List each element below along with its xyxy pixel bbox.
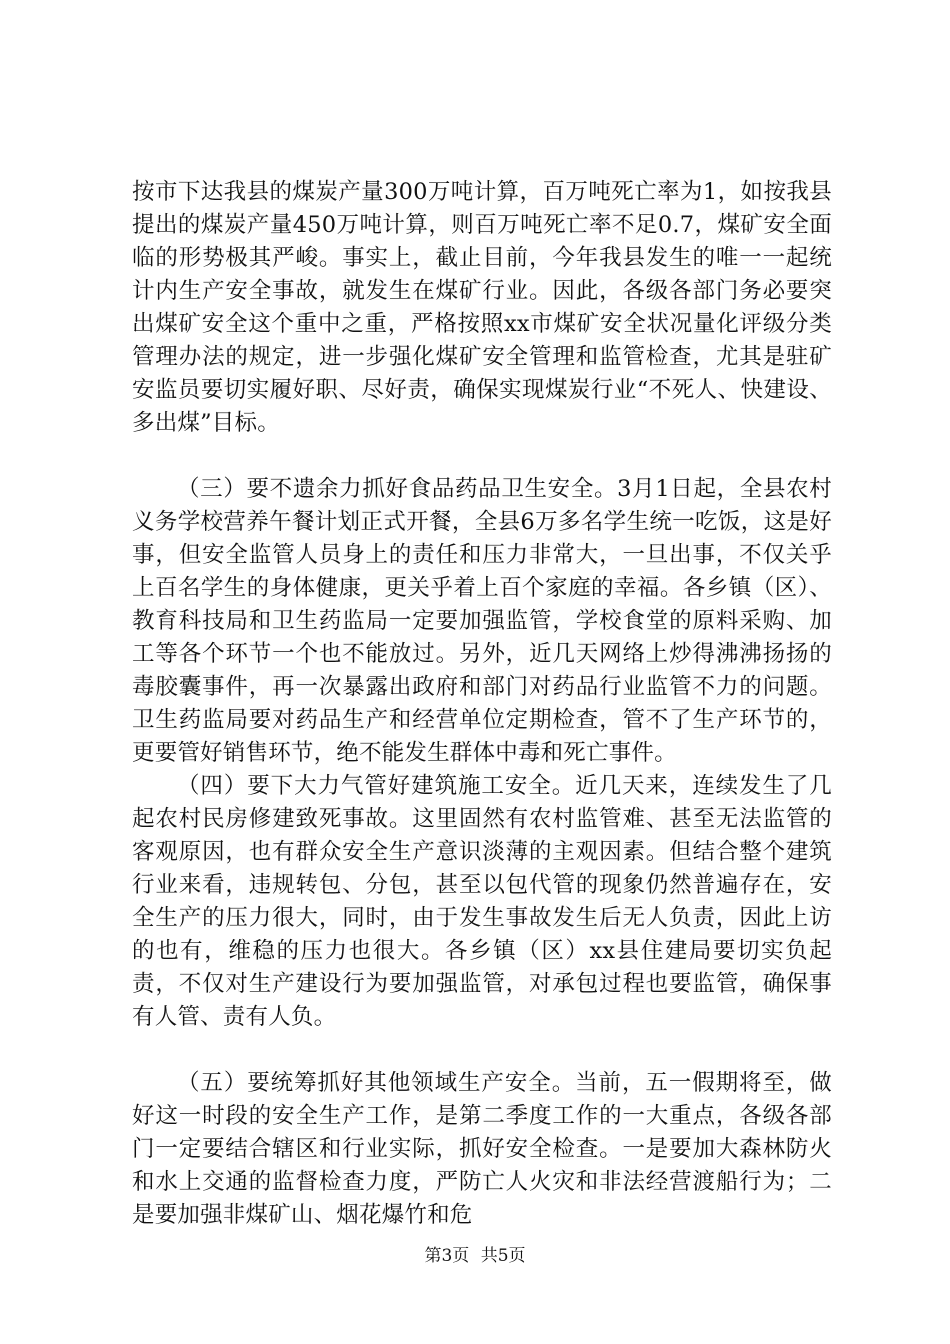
page-number: 第3页 [424,1246,470,1266]
paragraph-other-safety: （五）要统筹抓好其他领域生产安全。当前，五一假期将至，做好这一时段的安全生产工作，是第二季度工作的一大重点，各级各部门一定要结合辖区和行业实际，抓好安全检查。一是要加大森林防火和水上交通的监督检查力度，严防亡人火灾和非法经营渡船行为；二是要加强非煤矿山、烟花爆竹和危 [132,1070,832,1228]
page-footer [0,1244,950,1268]
paragraph-food-drug-safety: （三）要不遗余力抓好食品药品卫生安全。3月1日起，全县农村义务学校营养午餐计划正式开餐，全县6万多名学生统一吃饭，这是好事，但安全监管人员身上的责任和压力非常大，一旦出事，不仅关乎上百名学生的身体健康，更关乎着上百个家庭的幸福。各乡镇（区）、教育科技局和卫生药监局一定要加强监管，学校食堂的原料采购、加工等各个环节一个也不能放过。另外，近几天网络上炒得沸沸扬扬的毒胶囊事件，再一次暴露出政府和部门对药品行业监管不力的问题。卫生药监局要对药品生产和经营单位定期检查，管不了生产环节的，更要管好销售环节，绝不能发生群体中毒和死亡事件。 [132,476,832,766]
paragraph-coal-safety: 按市下达我县的煤炭产量300万吨计算，百万吨死亡率为1，如按我县提出的煤炭产量450万吨计算，则百万吨死亡率不足0.7，煤矿安全面临的形势极其严峻。事实上，截止目前，今年我县发生的唯一一起统计内生产安全事故，就发生在煤矿行业。因此，各级各部门务必要突出煤矿安全这个重中之重，严格按照xx市煤矿安全状况量化评级分类管理办法的规定，进一步强化煤矿安全管理和监管检查，尤其是驻矿安监员要切实履好职、尽好责，确保实现煤炭行业“不死人、快建设、多出煤”目标。 [132,179,832,436]
paragraph-construction-safety: （四）要下大力气管好建筑施工安全。近几天来，连续发生了几起农村民房修建致死事故。这里固然有农村监管难、甚至无法监管的客观原因，也有群众安全生产意识淡薄的主观因素。但结合整个建筑行业来看，违规转包、分包，甚至以包代管的现象仍然普遍存在，安全生产的压力很大，同时，由于发生事故发生后无人负责，因此上访的也有，维稳的压力也很大。各乡镇（区）xx县住建局要切实负起责，不仅对生产建设行为要加强监管，对承包过程也要监管，确保事有人管、责有人负。 [132,773,832,1030]
page-total: 共5页 [480,1246,526,1266]
document-body [132,176,832,1232]
